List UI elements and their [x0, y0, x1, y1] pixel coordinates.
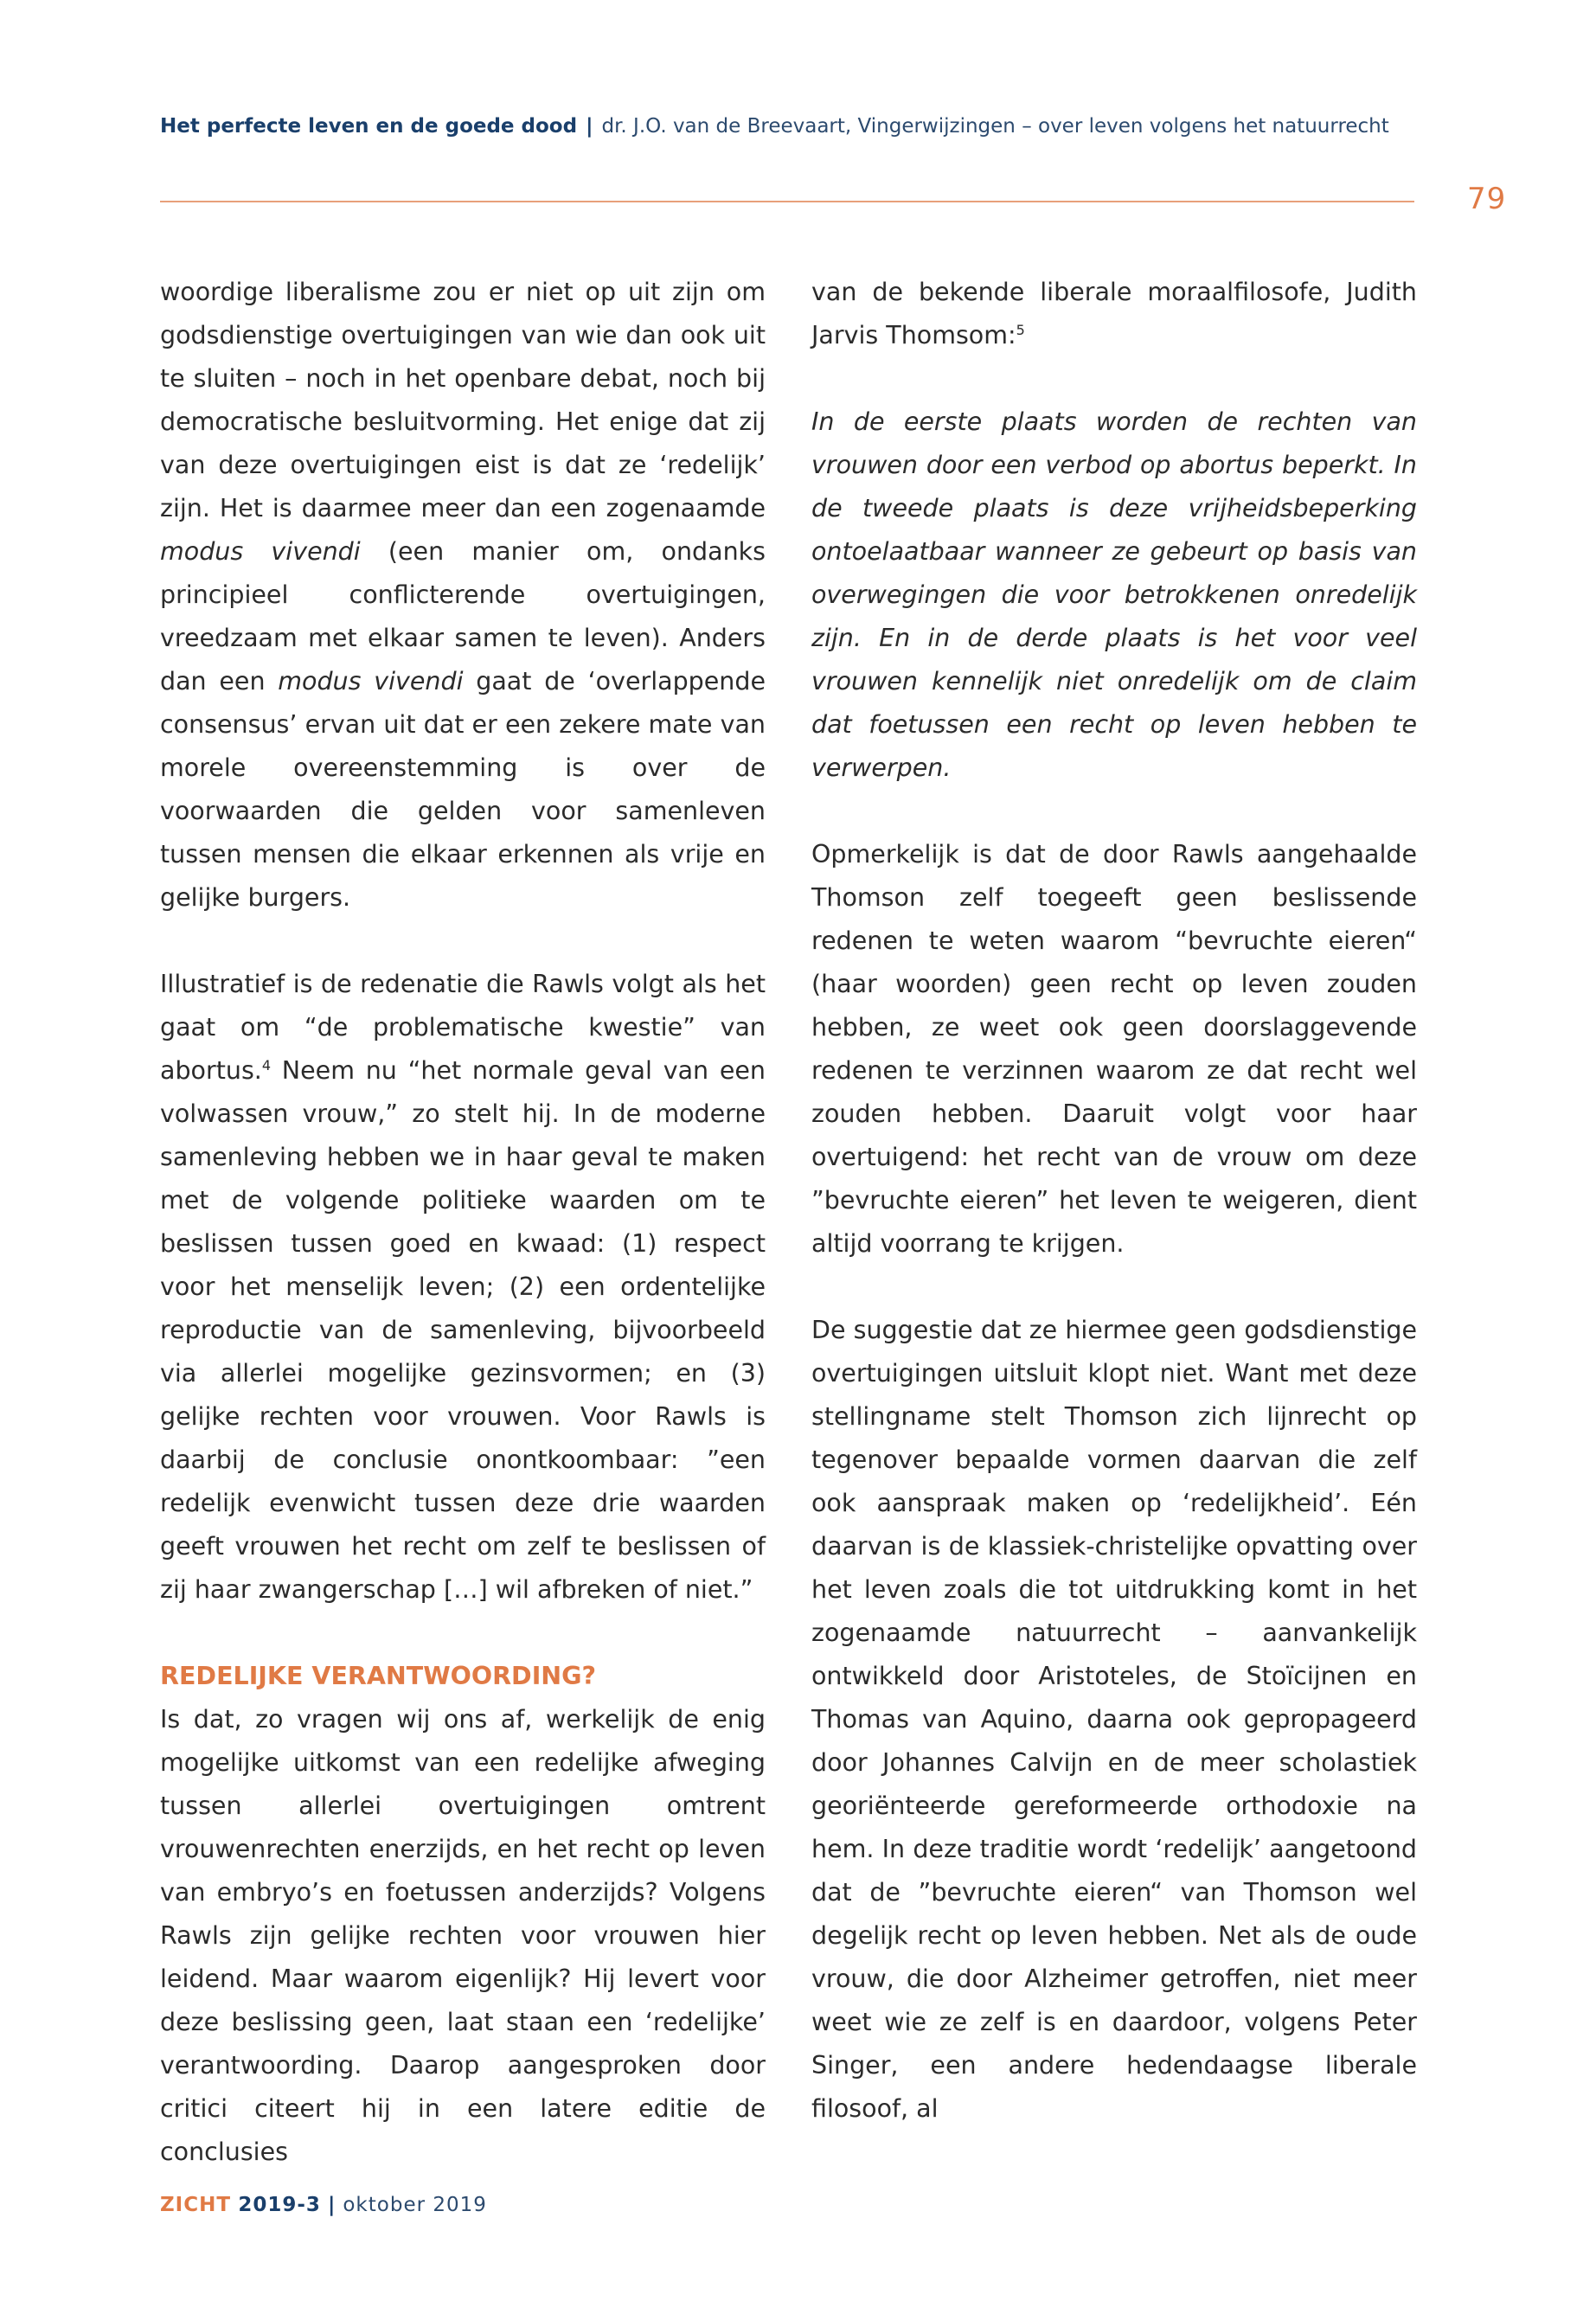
- header-rule: [160, 201, 1414, 202]
- text-run: gaat de ‘overlappende consensus’ ervan uit dat er een zekere mate van morele overeenstemming is over de voorwaarden die gelden voor samenleven tussen mensen die elkaar erkennen als vrije en gelijke burgers.: [160, 667, 766, 912]
- section-heading: REDELIJKE VERANTWOORDING?: [160, 1662, 597, 1690]
- page-footer: [160, 2191, 487, 2219]
- left-paragraph-1: [160, 271, 766, 920]
- running-header: [160, 112, 1423, 140]
- text-run: woordige liberalisme zou er niet op uit zijn om godsdienstige overtuigingen van wie dan ook uit te sluiten – noch in het openbare debat, noch bij democratische besluitvorming. Het enige dat zij van deze overtuigingen eist is dat ze ‘redelijk’ zijn. Het is daarmee meer dan een zogenaamde: [160, 278, 766, 522]
- italic-term: modus vivendi: [160, 537, 361, 566]
- footnote-ref-4: 4: [261, 1057, 272, 1074]
- block-quote: In de eerste plaats worden de rechten van vrouwen door een verbod op abortus beperkt. In de tweede plaats is deze vrijheidsbeperking ontoelaatbaar wanneer ze gebeurt op basis van overwegingen die voor betrokkenen onredelijk zijn. En in de derde plaats is het voor veel vrouwen kennelijk niet onredelijk om de claim dat foetussen een recht op leven hebben te verwerpen.: [811, 407, 1417, 782]
- left-column: [160, 271, 766, 2174]
- footer-issue: 2019-3: [238, 2194, 321, 2216]
- text-run: van de bekende liberale moraalfilosofe, Judith Jarvis Thomsom:: [811, 278, 1417, 349]
- left-paragraph-3: Is dat, zo vragen wij ons af, werkelijk de enig mogelijke uitkomst van een redelijke afweging tussen allerlei overtuigingen omtrent vrouwenrechten enerzijds, en het recht op leven van embryo’s en foetussen anderzijds? Volgens Rawls zijn gelijke rechten voor vrouwen hier leidend. Maar waarom eigenlijk? Hij levert voor deze beslissing geen, laat staan een ‘redelijke’ verantwoording. Daarop aangesproken door critici citeert hij in een latere editie de conclusies: [160, 1705, 766, 2166]
- text-run: Illustratief is de redenatie die Rawls volgt als het gaat om “de problematische kwestie” van abortus.: [160, 970, 766, 1085]
- left-paragraph-2: [160, 963, 766, 1612]
- page-number: 79: [1467, 182, 1507, 216]
- footer-separator: |: [327, 2194, 337, 2216]
- header-subtitle: dr. J.O. van de Breevaart, Vingerwijzingen – over leven volgens het natuurrecht: [601, 115, 1389, 138]
- footnote-ref-5: 5: [1016, 322, 1025, 338]
- header-title: Het perfecte leven en de goede dood: [160, 115, 578, 138]
- footer-date: oktober 2019: [343, 2194, 487, 2216]
- italic-term: modus vivendi: [278, 667, 464, 695]
- footer-magazine: ZICHT: [160, 2194, 232, 2216]
- right-paragraph-1: [811, 271, 1417, 357]
- text-run: Neem nu “het normale geval van een volwassen vrouw,” zo stelt hij. In de moderne samenleving hebben we in haar geval te maken met de volgende politieke waarden om te beslissen tussen goed en kwaad: (1) respect voor het menselijk leven; (2) een ordentelijke reproductie van de samenleving, bijvoorbeeld via allerlei mogelijke gezinsvormen; en (3) gelijke rechten voor vrouwen. Voor Rawls is daarbij de conclusie onontkoombaar: ”een redelijk evenwicht tussen deze drie waarden geeft vrouwen het recht om zelf te beslissen of zij haar zwangerschap […] wil afbreken of niet.”: [160, 1056, 766, 1604]
- right-paragraph-3: De suggestie dat ze hiermee geen godsdienstige overtuigingen uitsluit klopt niet. Want met deze stellingname stelt Thomson zich lijnrecht op tegenover bepaalde vormen daarvan die zelf ook aanspraak maken op ‘redelijkheid’. Eén daarvan is de klassiek-christelijke opvatting over het leven zoals die tot uitdrukking komt in het zogenaamde natuurrecht – aanvankelijk ontwikkeld door Aristoteles, de Stoïcijnen en Thomas van Aquino, daarna ook gepropageerd door Johannes Calvijn en de meer scholastiek georiënteerde gereformeerde orthodoxie na hem. In deze traditie wordt ‘redelijk’ aangetoond dat de ”bevruchte eieren“ van Thomson wel degelijk recht op leven hebben. Net als de oude vrouw, die door Alzheimer getroffen, niet meer weet wie ze zelf is en daardoor, volgens Peter Singer, een andere hedendaagse liberale filosoof, al: [811, 1316, 1417, 2123]
- text-run: (een manier om, ondanks principieel conflicterende overtuigingen, vreedzaam met elkaar samen te leven). Anders dan een: [160, 537, 766, 695]
- right-column: [811, 271, 1417, 2131]
- right-paragraph-2: Opmerkelijk is dat de door Rawls aangehaalde Thomson zelf toegeeft geen beslissende redenen te weten waarom “bevruchte eieren“ (haar woorden) geen recht op leven zouden hebben, ze weet ook geen doorslaggevende redenen te verzinnen waarom ze dat recht wel zouden hebben. Daaruit volgt voor haar overtuigend: het recht van de vrouw om deze ”bevruchte eieren” het leven te weigeren, dient altijd voorrang te krijgen.: [811, 840, 1417, 1258]
- header-separator: |: [586, 115, 593, 138]
